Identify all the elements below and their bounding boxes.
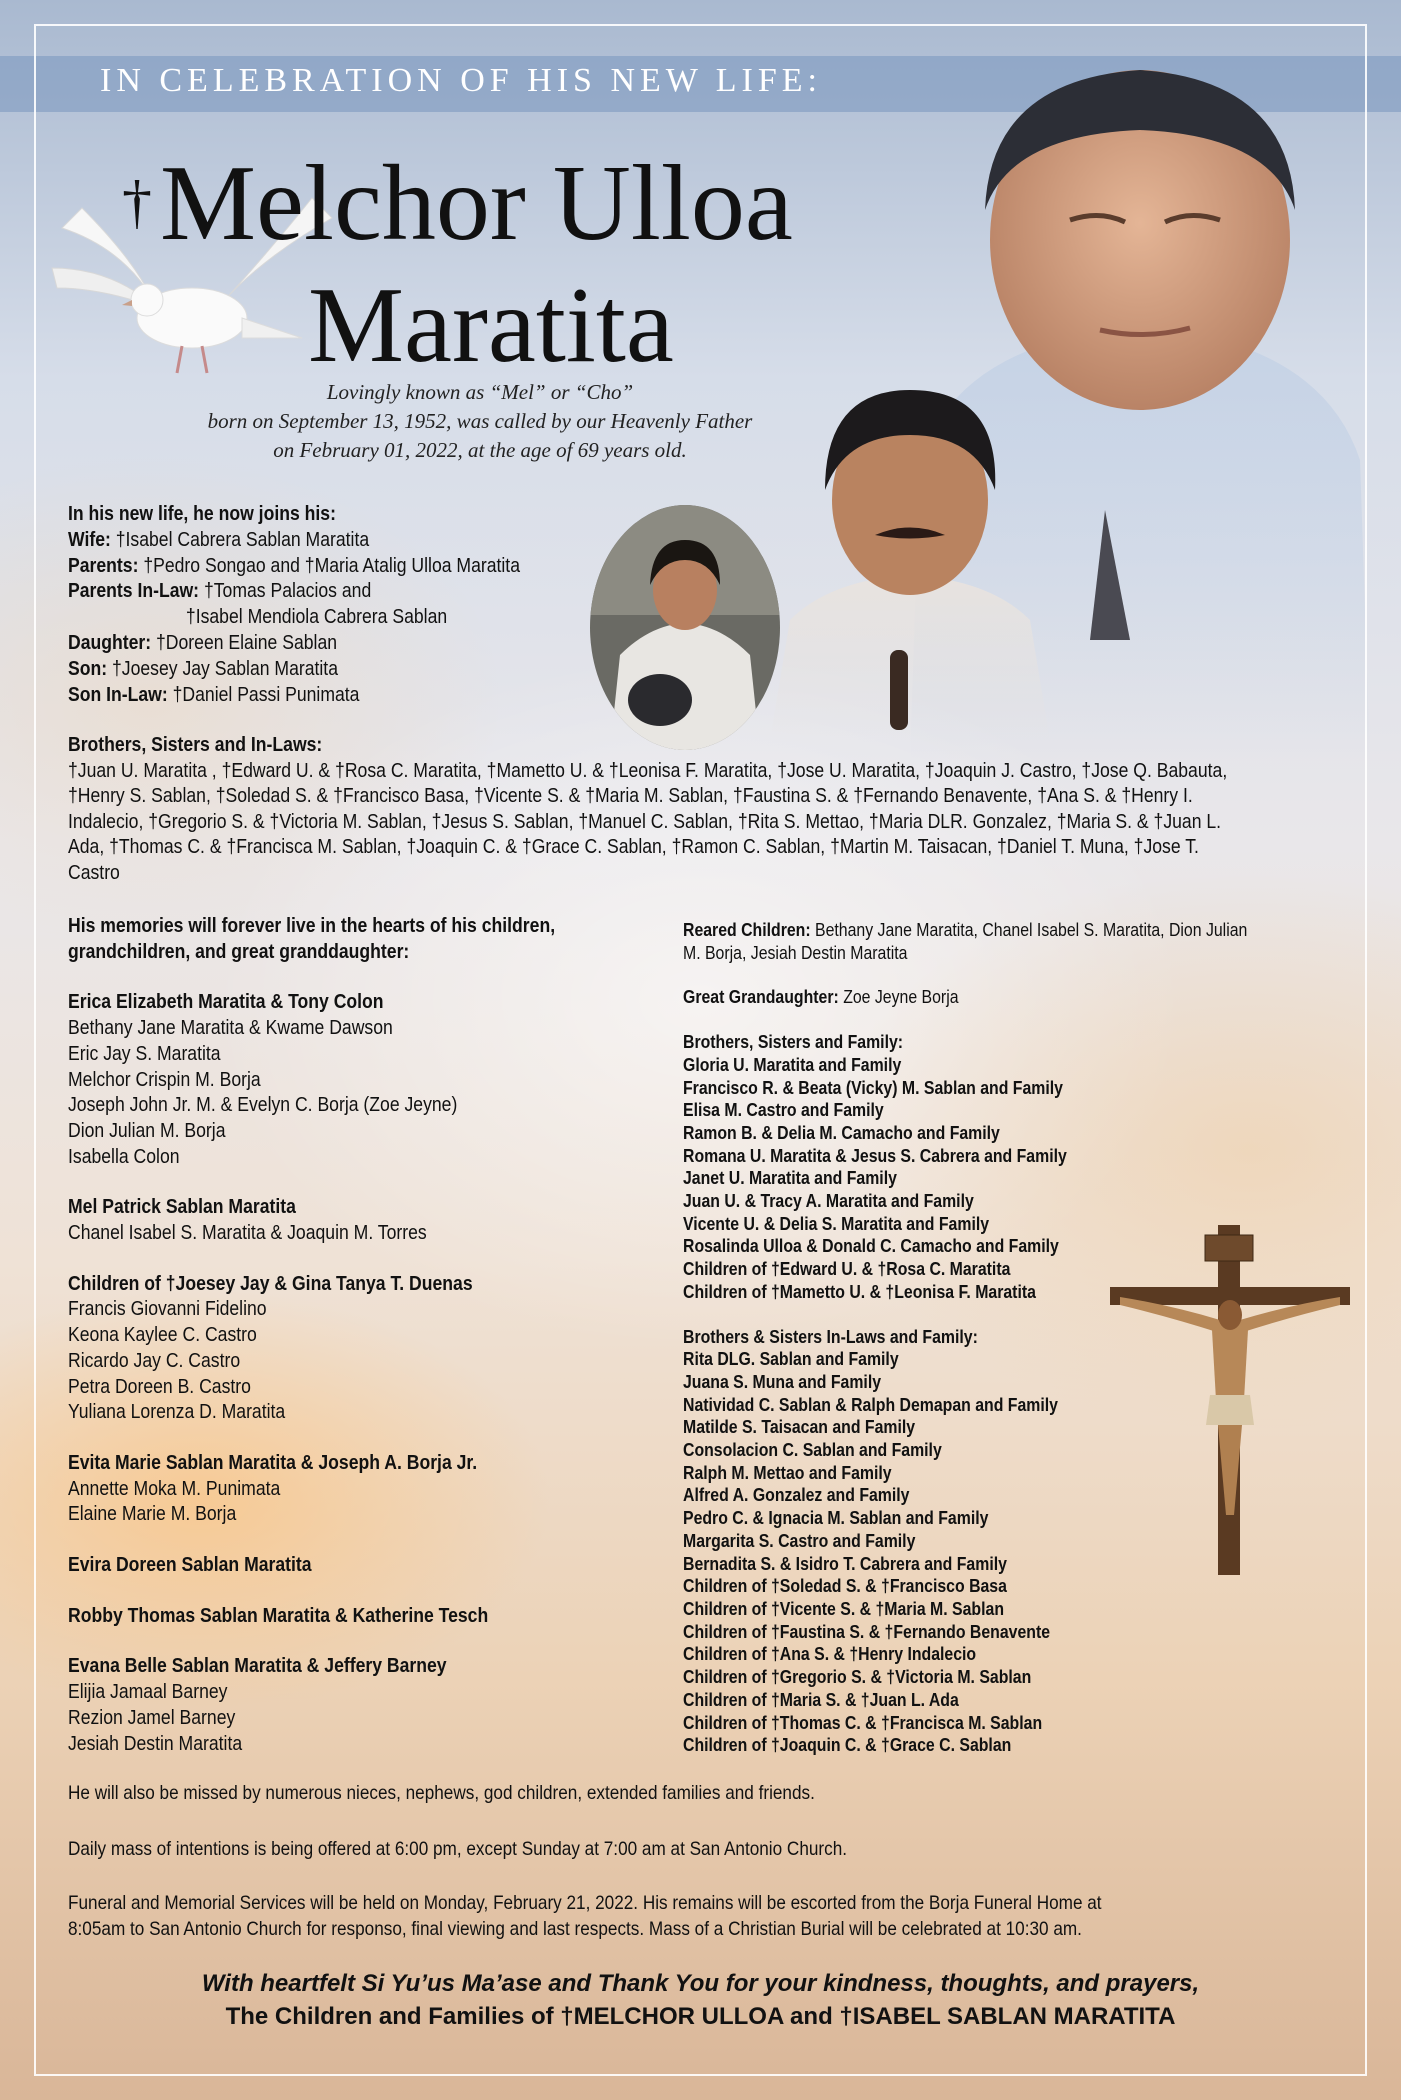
inlaws-family-list — [683, 1348, 1264, 1757]
intro-line: on February 01, 2022, at the age of 69 years old. — [273, 438, 687, 462]
closing-line-families: The Children and Families of †MELCHOR ULLOA and †ISABEL SABLAN MARATITA — [225, 2003, 1176, 2030]
deceased-name-line1: Melchor Ulloa — [160, 144, 793, 263]
families-list — [68, 965, 631, 1757]
siblings-line: Indalecio, †Gregorio S. & †Victoria M. Sablan, †Jesus S. Sablan, †Manuel C. Sablan, †Rita S. Mettao, †Maria DLR. Gonzalez, †Maria S. & †Juan L. — [68, 810, 1222, 833]
family-list-item: Natividad C. Sablan & Ralph Demapan and Family — [683, 1394, 1058, 1415]
name-cross-symbol: † — [122, 169, 152, 235]
family-list-item: Rita DLG. Sablan and Family — [683, 1349, 899, 1370]
portrait-photo-young — [590, 505, 780, 750]
family-member: Isabella Colon — [68, 1145, 180, 1168]
family-member: Francis Giovanni Fidelino — [68, 1298, 267, 1321]
siblings-line: Ada, †Thomas C. & †Francisca M. Sablan, †Joaquin C. & †Grace C. Sablan, †Ramon C. Sablan, †Martin M. Taisacan, †Daniel T. Muna, †Jose T. — [68, 836, 1199, 859]
closing-line-thanks: With heartfelt Si Yu’us Ma’ase and Thank You for your kindness, thoughts, and prayers, — [201, 1970, 1200, 1997]
funeral-line: 8:05am to San Antonio Church for responso, final viewing and last respects. Mass of a Christian Burial will be celebrated at 10:30 am. — [68, 1918, 1082, 1940]
mass-paragraph: Daily mass of intentions is being offered at 6:00 pm, except Sunday at 7:00 am at San Antonio Church. — [68, 1838, 848, 1860]
family-list-item: Children of †Mametto U. & †Leonisa F. Maratita — [683, 1281, 1036, 1302]
family-list-item: Alfred A. Gonzalez and Family — [683, 1485, 910, 1506]
banner-title: IN CELEBRATION OF HIS NEW LIFE: — [100, 62, 822, 99]
family-list-item: Ralph M. Mettao and Family — [683, 1462, 892, 1483]
family-member: Jesiah Destin Maratita — [68, 1732, 243, 1755]
family-member: Petra Doreen B. Castro — [68, 1375, 251, 1398]
joins-parents-in-law-cont: †Isabel Mendiola Cabrera Sablan — [185, 606, 448, 629]
family-head: Erica Elizabeth Maratita & Tony Colon — [68, 991, 384, 1014]
family-head: Mel Patrick Sablan Maratita — [68, 1196, 296, 1219]
intro-line: born on September 13, 1952, was called by our Heavenly Father — [207, 409, 753, 433]
family-list-item: Children of †Vicente S. & †Maria M. Sablan — [683, 1598, 1004, 1619]
family-list-item: Consolacion C. Sablan and Family — [683, 1440, 942, 1461]
joins-wife: Wife: †Isabel Cabrera Sablan Maratita — [68, 528, 370, 551]
joins-heading: In his new life, he now joins his: — [68, 503, 336, 525]
reared-children-cont: M. Borja, Jesiah Destin Maratita — [683, 942, 908, 963]
joins-parents: Parents: †Pedro Songao and †Maria Atalig Ulloa Maratita — [68, 554, 520, 577]
family-head: Evita Marie Sablan Maratita & Joseph A. Borja Jr. — [68, 1451, 478, 1474]
siblings-line: †Juan U. Maratita , †Edward U. & †Rosa C. Maratita, †Mametto U. & †Leonisa F. Maratita, †Jose U. Maratita, †Joaquin J. Castro, †Jose Q. Babauta, — [68, 759, 1228, 782]
family-member: Elijia Jamaal Barney — [68, 1681, 228, 1704]
family-list-item: Janet U. Maratita and Family — [683, 1168, 897, 1189]
family-member: Rezion Jamel Barney — [68, 1706, 236, 1729]
family-list-item: Children of †Thomas C. & †Francisca M. Sablan — [683, 1712, 1043, 1733]
family-list-item: Elisa M. Castro and Family — [683, 1100, 884, 1121]
family-list-item: Bernadita S. & Isidro T. Cabrera and Family — [683, 1553, 1007, 1574]
family-list-item: Romana U. Maratita & Jesus S. Cabrera and Family — [683, 1145, 1067, 1166]
joins-section — [68, 502, 520, 708]
right-column — [683, 919, 1264, 1757]
family-member: Ricardo Jay C. Castro — [68, 1349, 241, 1372]
family-list-item: Children of †Gregorio S. & †Victoria M. Sablan — [683, 1667, 1032, 1688]
family-member: Dion Julian M. Borja — [68, 1119, 226, 1142]
siblings-line: †Henry S. Sablan, †Soledad S. & †Francisco Basa, †Vicente S. & †Maria M. Sablan, †Faustina S. & †Fernando Benavente, †Ana S. & †Henry I. — [68, 785, 1193, 808]
family-member: Elaine Marie M. Borja — [68, 1503, 237, 1526]
family-list-item: Vicente U. & Delia S. Maratita and Family — [683, 1213, 990, 1234]
family-list-item: Children of †Edward U. & †Rosa C. Maratita — [683, 1259, 1011, 1280]
family-list-item: Juana S. Muna and Family — [683, 1371, 882, 1392]
inlaws-family-heading: Brothers & Sisters In-Laws and Family: — [683, 1326, 978, 1347]
reared-children: Reared Children: Bethany Jane Maratita, Chanel Isabel S. Maratita, Dion Julian — [683, 920, 1248, 940]
memories-heading: grandchildren, and great granddaughter: — [68, 940, 410, 963]
joins-parents-in-law: Parents In-Law: †Tomas Palacios and — [68, 580, 372, 603]
family-head: Evana Belle Sablan Maratita & Jeffery Barney — [68, 1655, 447, 1678]
family-list-item: Juan U. & Tracy A. Maratita and Family — [683, 1191, 974, 1212]
family-list-item: Children of †Joaquin C. & †Grace C. Sablan — [683, 1735, 1012, 1756]
family-head: Robby Thomas Sablan Maratita & Katherine Tesch — [68, 1604, 489, 1627]
missed-paragraph: He will also be missed by numerous nieces, nephews, god children, extended families and friends. — [68, 1782, 815, 1804]
family-member: Melchor Crispin M. Borja — [68, 1068, 261, 1091]
memories-section — [68, 914, 631, 1757]
family-list-item: Gloria U. Maratita and Family — [683, 1054, 902, 1075]
intro-text — [140, 378, 820, 465]
family-list-item: Francisco R. & Beata (Vicky) M. Sablan and Family — [683, 1077, 1063, 1098]
family-member: Eric Jay S. Maratita — [68, 1042, 221, 1065]
intro-line: Lovingly known as “Mel” or “Cho” — [326, 380, 634, 404]
family-list-item: Pedro C. & Ignacia M. Sablan and Family — [683, 1508, 989, 1529]
family-member: Joseph John Jr. M. & Evelyn C. Borja (Zoe Jeyne) — [68, 1094, 458, 1117]
joins-son: Son: †Joesey Jay Sablan Maratita — [68, 657, 338, 680]
siblings-heading: Brothers, Sisters and In-Laws: — [68, 734, 323, 756]
family-list-item: Children of †Ana S. & †Henry Indalecio — [683, 1644, 977, 1665]
family-list-item: Rosalinda Ulloa & Donald C. Camacho and Family — [683, 1236, 1059, 1257]
family-member: Chanel Isabel S. Maratita & Joaquin M. Torres — [68, 1222, 427, 1245]
great-granddaughter: Great Grandaughter: Zoe Jeyne Borja — [683, 987, 959, 1008]
joins-daughter: Daughter: †Doreen Elaine Sablan — [68, 631, 338, 654]
funeral-paragraph — [68, 1890, 1326, 1942]
siblings-family-heading: Brothers, Sisters and Family: — [683, 1032, 904, 1053]
siblings-family-list — [683, 1054, 1264, 1304]
family-list-item: Children of †Soledad S. & †Francisco Basa — [683, 1576, 1007, 1597]
family-list-item: Children of †Faustina S. & †Fernando Benavente — [683, 1621, 1051, 1642]
family-list-item: Children of †Maria S. & †Juan L. Ada — [683, 1689, 959, 1710]
family-member: Yuliana Lorenza D. Maratita — [68, 1401, 286, 1424]
family-list-item: Ramon B. & Delia M. Camacho and Family — [683, 1122, 1000, 1143]
family-head: Children of †Joesey Jay & Gina Tanya T. Duenas — [68, 1272, 473, 1295]
siblings-in-laws-section — [68, 733, 1335, 887]
family-list-item: Matilde S. Taisacan and Family — [683, 1417, 916, 1438]
family-member: Bethany Jane Maratita & Kwame Dawson — [68, 1017, 393, 1040]
family-head: Evira Doreen Sablan Maratita — [68, 1554, 312, 1577]
funeral-line: Funeral and Memorial Services will be held on Monday, February 21, 2022. His remains will be escorted from the Borja Funeral Home at — [68, 1892, 1102, 1914]
deceased-name-line2: Maratita — [308, 266, 674, 385]
family-list-item: Margarita S. Castro and Family — [683, 1530, 916, 1551]
joins-son-in-law: Son In-Law: †Daniel Passi Punimata — [68, 683, 360, 706]
closing-message — [70, 1967, 1331, 2033]
memories-heading: His memories will forever live in the hearts of his children, — [68, 915, 556, 937]
siblings-line: Castro — [68, 861, 120, 884]
family-member: Keona Kaylee C. Castro — [68, 1324, 257, 1347]
family-member: Annette Moka M. Punimata — [68, 1477, 281, 1500]
